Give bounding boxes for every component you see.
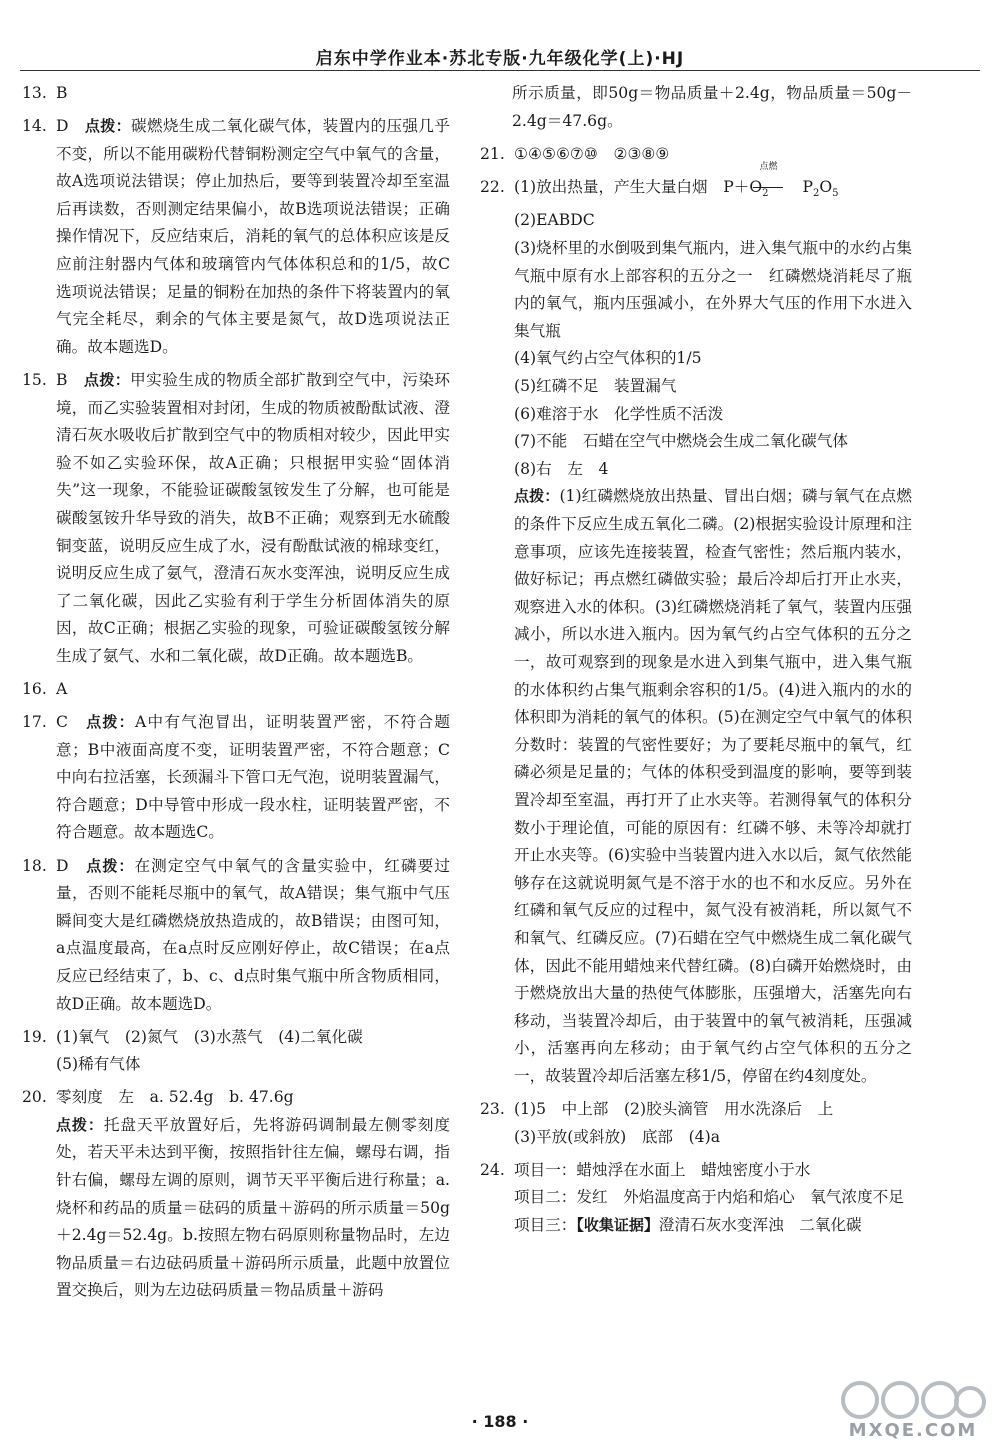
hint-label: 点拨： xyxy=(83,370,131,389)
answer-18: 18. D 点拨：在测定空气中氧气的含量实验中，红磷要过量，否则不能耗尽瓶中的氧气，故A错误；集气瓶中气压瞬间变大是红磷燃烧放热造成的，故B错误；由图可知，a点温度最高，在a点时反应刚好停止，故C错误；在a点反应已经结束了，b、c、d点时集气瓶中所含物质相同，故D正确。故本题选D。 xyxy=(22,856,450,1013)
answer-20-continued: 所示质量，即50g＝物品质量＋2.4g，物品质量＝50g－2.4g＝47.6g。 xyxy=(512,84,912,130)
answer-20: 20. 零刻度 左 a. 52.4g b. 47.6g 点拨：托盘天平放置好后，先将游码调制最左侧零刻度处，若天平未达到平衡，按照指针往左偏，螺母右调，指针右偏，螺母左调的原则，调节天平平衡后进行称量；a.烧杯和药品的质量＝砝码的质量＋游码的所示质量＝50g＋2.4g＝52.4g。b.按照左物右码原则称量物品时，左边物品质量＝右边砝码质量＋游码所示质量，此题中放置位置交换后，则为左边砝码质量＝物品质量＋游码 xyxy=(22,1088,450,1300)
answer-16: 16. A xyxy=(22,679,68,698)
answer-13: 13. B xyxy=(22,84,68,102)
answer-19: 19. (1)氧气 (2)氮气 (3)水蒸气 (4)二氧化碳 (5)稀有气体 xyxy=(22,1027,363,1074)
header-rule xyxy=(20,70,980,71)
answer-15: 15. B 点拨：甲实验生成的物质全部扩散到空气中，污染环境，而乙实验装置相对封闭，生成的物质被酚酞试液、澄清石灰水吸收后扩散到空气中的物质相对较少，因此甲实验不如乙实验环保，故A正确；只根据甲实验“固体消失”这一现象，不能验证碳酸氢铵发生了分解，也可能是碳酸氢铵升华导致的消失，故B不正确；观察到无水硫酸铜变蓝，说明反应生成了水，浸有酚酞试液的棉球变红，说明反应生成了氨气，澄清石灰水变浑浊，说明反应生成了二氧化碳，因此乙实验有利于学生分析固体消失的原因，故C正确；根据乙实验的现象，可验证碳酸氢铵分解生成了氨气、水和二氧化碳，故D正确。故本题选B。 xyxy=(22,370,450,665)
answer-22: 22. (1)放出热量，产生大量白烟 $P+O_2$ 点燃 $P_2O_5$ (2)EABDC (3)烧杯里的水倒吸到集气瓶内，进入集气瓶中的水约占集气瓶中原有水上部容积的五分之一 红磷燃烧消耗尽了瓶内的氧气，瓶内压强减小，在外界大气压的作用下水进入集气瓶 (4)氧气约占空气体积的1/5 (5)红磷不足 装置漏气 (6)难溶于水 化学性质不活泼 (7)不能 石蜡在空气中燃烧会生成二氧化碳气体 (8)右 左 4 点拨：(1)红磷燃烧放出热量、冒出白烟；磷与氧气在点燃的条件下反应生成五氧化二磷。(2)根据实验设计原理和注意事项，应该先连接装置，检查气密性；然后瓶内装水，做好标记；再点燃红磷做实验；最后冷却后打开止水夹，观察进入水的体积。(3)红磷燃烧消耗了氧气，装置内压强减小，所以水进入瓶内。因为氧气约占空气体积的五分之一，故可观察到的现象是水进入到集气瓶中，进入集气瓶的水体积约占集气瓶剩余容积的1/5。(4)进入瓶内的水的体积即为消耗的氧气的体积。(5)在测定空气中氧气的体积分数时：装置的气密性要好；为了要耗尽瓶中的氧气，红磷必须是足量的；气体的体积受到温度的影响，要等到装置冷却至室温，再打开了止水夹等。若测得氧气的体积分数小于理论值，可能的原因有：红磷不够、未等冷却就打开止水夹等。(6)实验中当装置内进入水以后，氮气依然能够存在这就说明氮气是不溶于水的也不和水反应。另外在红磷和氧气反应的过程中，氮气没有被消耗，所以氮气不和氧气、红磷反应。(7)石蜡在空气中燃烧生成二氧化碳气体，因此不能用蜡烛来代替红磷。(8)白磷开始燃烧时，由于燃烧放出大量的热使气体膨胀，压强增大，活塞先向右移动，当装置冷却后，由于装置中的氧气被消耗，压强减小，活塞再向左移动；由于氧气约占空气体积的五分之一，故装置冷却后活塞左移1/5，停留在约4刻度处。 xyxy=(480,161,912,1085)
hint-label: 点拨： xyxy=(56,1115,104,1134)
chemical-equation: $P+O_2$ 点燃 $P_2O_5$ xyxy=(723,178,838,196)
hint-label: 点拨： xyxy=(86,713,135,732)
page-header-title: 启东中学作业本·苏北专版·九年级化学(上)·HJ xyxy=(315,49,685,69)
answer-24: 24. 项目一：蜡烛浮在水面上 蜡烛密度小于水 项目二：发红 外焰温度高于内焰和焰心 氧气浓度不足 项目三：【收集证据】澄清石灰水变浑浊 二氧化碳 xyxy=(480,1160,904,1234)
right-column xyxy=(480,80,912,1245)
hint-label: 点拨： xyxy=(84,117,131,136)
answer-14: 14. D 点拨：碳燃烧生成二氧化碳气体，装置内的压强几乎不变，所以不能用碳粉代替铜粉测定空气中氧气的含量，故A选项说法错误；停止加热后，要等到装置冷却至室温后再读数，否则测定结果偏小，故B选项说法错误；正确操作情况下，反应结束后，消耗的氧气的总体积应该是反应前注射器内气体和玻璃管内气体体积总和的1/5，故C选项说法错误；足量的铜粉在加热的条件下将装置内的氧气完全耗尽，剩余的气体主要是氮气，故D选项说法正确。故本题选D。 xyxy=(22,117,450,356)
watermark-logo xyxy=(838,1378,988,1448)
watermark-text: MXQE.COM xyxy=(848,1420,978,1441)
hint-label: 点拨： xyxy=(514,487,560,506)
reaction-arrow: 点燃 xyxy=(768,174,802,202)
page-number: · 188 · xyxy=(471,1412,529,1431)
left-column xyxy=(22,80,450,1311)
answer-21: 21. ①④⑤⑥⑦⑩ ②③⑧⑨ xyxy=(480,144,670,163)
answer-23: 23. (1)5 中上部 (2)胶头滴管 用水洗涤后 上 (3)平放(或斜放) 底部 (4)a xyxy=(480,1099,834,1146)
watermark-icon xyxy=(838,1378,988,1422)
answer-17: 17. C 点拨：A中有气泡冒出，证明装置严密，不符合题意；B中液面高度不变，证明装置严密，不符合题意；C中向右拉活塞，长颈漏斗下管口无气泡，说明装置漏气，符合题意；D中导管中形成一段水柱，证明装置严密，不符合题意。故本题选C。 xyxy=(22,713,450,842)
hint-label: 点拨： xyxy=(86,856,135,875)
